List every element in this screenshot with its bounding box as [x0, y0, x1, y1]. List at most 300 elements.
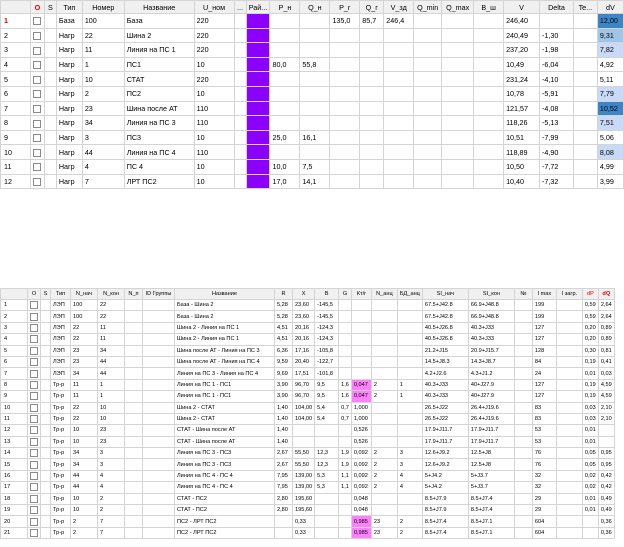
table-cell[interactable]	[514, 470, 532, 481]
table-cell[interactable]: -5,13	[540, 116, 574, 131]
checkbox[interactable]	[30, 472, 38, 480]
state-cell[interactable]	[41, 322, 51, 333]
table-cell[interactable]: 0,7	[339, 413, 352, 424]
table-cell[interactable]: 5,3	[315, 470, 339, 481]
table-cell[interactable]	[143, 459, 175, 470]
table-cell[interactable]	[474, 72, 504, 87]
table-row[interactable]	[1, 334, 615, 345]
table-cell[interactable]: 8.5+J7.1	[468, 516, 514, 527]
row-number[interactable]: 3	[1, 43, 31, 58]
table-cell[interactable]: ЛЭП	[51, 368, 71, 379]
table-cell[interactable]: СТАТ - ПС2	[175, 505, 275, 516]
checkbox[interactable]	[30, 449, 38, 457]
table-cell[interactable]	[384, 43, 414, 58]
table-row[interactable]	[1, 14, 624, 29]
table-cell[interactable]: 44	[71, 482, 98, 493]
table-cell[interactable]: Тр-р	[51, 413, 71, 424]
table-cell[interactable]	[556, 334, 582, 345]
table-cell[interactable]	[414, 86, 442, 101]
state-cell[interactable]	[44, 43, 56, 58]
table-cell[interactable]	[270, 43, 300, 58]
table-cell[interactable]: Линия на ПС 1 - ПС1	[175, 379, 275, 390]
table-cell[interactable]: База - Шина 2	[175, 311, 275, 322]
table-cell[interactable]: ПС1	[124, 57, 194, 72]
table-cell[interactable]	[598, 436, 614, 447]
checkbox[interactable]	[30, 370, 38, 378]
table-cell[interactable]: 7	[98, 527, 125, 538]
table-cell[interactable]: Тр-р	[51, 402, 71, 413]
row-number[interactable]: 4	[1, 334, 28, 345]
table-cell[interactable]: 22	[71, 413, 98, 424]
row-number[interactable]: 7	[1, 368, 28, 379]
table-cell[interactable]: 22	[98, 300, 125, 311]
table-cell[interactable]: Линия на ПС 4 - ПС 4	[175, 470, 275, 481]
dv-cell[interactable]: 3,99	[597, 174, 623, 189]
table-cell[interactable]: Тр-р	[51, 516, 71, 527]
table-cell[interactable]: 20,40	[293, 356, 315, 367]
table-cell[interactable]: 10	[71, 493, 98, 504]
table-cell[interactable]	[556, 470, 582, 481]
table-cell[interactable]: 0,42	[598, 482, 614, 493]
table-cell[interactable]	[234, 174, 246, 189]
dv-cell[interactable]: 5,11	[597, 72, 623, 87]
table-cell[interactable]: 17.9+J11.7	[468, 436, 514, 447]
table-cell[interactable]: 23,60	[293, 300, 315, 311]
checkbox[interactable]	[33, 120, 41, 128]
row-number[interactable]: 18	[1, 493, 28, 504]
table-cell[interactable]: -7,99	[540, 130, 574, 145]
district-color-cell[interactable]	[246, 145, 270, 160]
table-cell[interactable]	[474, 130, 504, 145]
table-cell[interactable]: 0,985	[351, 516, 371, 527]
off-checkbox-cell[interactable]	[28, 368, 41, 379]
table-cell[interactable]	[514, 482, 532, 493]
table-cell[interactable]	[371, 311, 397, 322]
table-cell[interactable]: ПС2 - ЛРТ ПС2	[175, 527, 275, 538]
table-cell[interactable]: 14.3+J8.7	[468, 356, 514, 367]
district-color-cell[interactable]	[246, 159, 270, 174]
table-cell[interactable]: 231,24	[504, 72, 540, 87]
table-cell[interactable]: -7,32	[540, 174, 574, 189]
table-cell[interactable]: 10	[194, 159, 234, 174]
table-cell[interactable]: СТАТ - ПС2	[175, 493, 275, 504]
table-cell[interactable]	[397, 311, 422, 322]
table-cell[interactable]: 0,047	[351, 391, 371, 402]
table-cell[interactable]: Линия на ПС 1 - ПС1	[175, 391, 275, 402]
table-cell[interactable]	[414, 28, 442, 43]
table-cell[interactable]	[474, 174, 504, 189]
table-cell[interactable]: 26.4+J19.6	[468, 413, 514, 424]
checkbox[interactable]	[30, 438, 38, 446]
table-row[interactable]	[1, 505, 615, 516]
checkbox[interactable]	[30, 404, 38, 412]
table-cell[interactable]: 12.5+J8	[468, 459, 514, 470]
table-cell[interactable]	[330, 159, 360, 174]
table-cell[interactable]	[143, 368, 175, 379]
table-row[interactable]	[1, 345, 615, 356]
table-cell[interactable]: 3	[397, 448, 422, 459]
table-cell[interactable]: 604	[532, 527, 556, 538]
table-cell[interactable]: Шина 2 - Линия на ПС 1	[175, 322, 275, 333]
state-cell[interactable]	[41, 368, 51, 379]
table-cell[interactable]: 1,1	[339, 482, 352, 493]
table-cell[interactable]	[315, 493, 339, 504]
table-cell[interactable]	[371, 334, 397, 345]
table-cell[interactable]: 8.5+J7.4	[468, 493, 514, 504]
table-cell[interactable]: 40+J27.9	[468, 379, 514, 390]
table-cell[interactable]: 0,526	[351, 436, 371, 447]
table-cell[interactable]	[556, 402, 582, 413]
table-cell[interactable]: 135,0	[330, 14, 360, 29]
table-row[interactable]	[1, 356, 615, 367]
table-cell[interactable]: 0,89	[598, 334, 614, 345]
table-cell[interactable]: 20,16	[293, 334, 315, 345]
table-cell[interactable]: 110	[194, 116, 234, 131]
table-cell[interactable]	[330, 130, 360, 145]
table-cell[interactable]: Нагр	[56, 28, 82, 43]
table-cell[interactable]: 199	[532, 311, 556, 322]
table-row[interactable]	[1, 86, 624, 101]
table-cell[interactable]	[573, 159, 597, 174]
table-cell[interactable]	[234, 116, 246, 131]
table-cell[interactable]	[371, 436, 397, 447]
table-row[interactable]	[1, 116, 624, 131]
table-cell[interactable]	[339, 300, 352, 311]
table-cell[interactable]	[384, 101, 414, 116]
table-cell[interactable]: 1,6	[339, 379, 352, 390]
table-cell[interactable]	[234, 159, 246, 174]
table-cell[interactable]	[143, 379, 175, 390]
table-cell[interactable]: ЛЭП	[51, 345, 71, 356]
off-checkbox-cell[interactable]	[28, 527, 41, 538]
table-cell[interactable]: 4,59	[598, 391, 614, 402]
table-cell[interactable]	[351, 311, 371, 322]
table-cell[interactable]	[360, 57, 384, 72]
table-cell[interactable]: 0,092	[351, 448, 371, 459]
table-cell[interactable]	[125, 482, 143, 493]
row-number[interactable]: 12	[1, 425, 28, 436]
row-number[interactable]: 3	[1, 322, 28, 333]
table-cell[interactable]	[143, 311, 175, 322]
table-cell[interactable]	[293, 425, 315, 436]
table-cell[interactable]: 10,78	[504, 86, 540, 101]
table-cell[interactable]: 5,28	[275, 300, 293, 311]
table-cell[interactable]: 220	[194, 43, 234, 58]
table-cell[interactable]: Линия на ПС 3	[124, 116, 194, 131]
table-cell[interactable]: 0,03	[582, 402, 598, 413]
col-header-bd-anc[interactable]: БД_анц	[397, 289, 422, 300]
table-cell[interactable]: 17,16	[293, 345, 315, 356]
checkbox[interactable]	[30, 301, 38, 309]
table-cell[interactable]: 40.3+J33	[422, 379, 468, 390]
table-cell[interactable]	[125, 436, 143, 447]
state-cell[interactable]	[44, 72, 56, 87]
table-cell[interactable]: 100	[71, 311, 98, 322]
row-number[interactable]: 8	[1, 116, 31, 131]
col-header-dp[interactable]: dP	[582, 289, 598, 300]
col-header-u-nom[interactable]: U_ном	[194, 1, 234, 14]
table-cell[interactable]	[371, 345, 397, 356]
table-cell[interactable]	[573, 72, 597, 87]
row-number[interactable]: 17	[1, 482, 28, 493]
table-cell[interactable]: 0,05	[582, 459, 598, 470]
table-cell[interactable]	[125, 379, 143, 390]
table-cell[interactable]: Тр-р	[51, 482, 71, 493]
table-cell[interactable]	[556, 493, 582, 504]
table-cell[interactable]: 23	[71, 345, 98, 356]
table-cell[interactable]: 8.5+J7.9	[422, 505, 468, 516]
table-cell[interactable]	[339, 368, 352, 379]
table-cell[interactable]: Шина после АТ	[124, 101, 194, 116]
table-cell[interactable]	[360, 72, 384, 87]
col-header-number[interactable]: Номер	[82, 1, 124, 14]
table-cell[interactable]: 76	[532, 448, 556, 459]
table-cell[interactable]: 1,000	[351, 413, 371, 424]
table-cell[interactable]: 0,01	[582, 493, 598, 504]
row-number[interactable]: 16	[1, 470, 28, 481]
table-cell[interactable]	[234, 145, 246, 160]
table-cell[interactable]	[573, 101, 597, 116]
table-cell[interactable]	[397, 300, 422, 311]
table-cell[interactable]: 2	[371, 379, 397, 390]
table-cell[interactable]: 1,40	[275, 413, 293, 424]
table-cell[interactable]	[143, 345, 175, 356]
checkbox[interactable]	[33, 163, 41, 171]
table-cell[interactable]: 10	[71, 436, 98, 447]
col-header-te[interactable]: Te...	[573, 1, 597, 14]
table-cell[interactable]: 4,59	[598, 379, 614, 390]
table-cell[interactable]: 1,9	[339, 448, 352, 459]
table-cell[interactable]: 0,89	[598, 322, 614, 333]
table-cell[interactable]	[414, 43, 442, 58]
table-cell[interactable]	[514, 356, 532, 367]
table-cell[interactable]: 0,092	[351, 482, 371, 493]
table-row[interactable]	[1, 101, 624, 116]
table-cell[interactable]: 21.2+J15	[422, 345, 468, 356]
table-cell[interactable]	[514, 448, 532, 459]
col-header-o[interactable]: O	[30, 1, 44, 14]
table-cell[interactable]: 0,59	[582, 300, 598, 311]
table-cell[interactable]: ЛЭП	[51, 356, 71, 367]
table-cell[interactable]: 34	[71, 368, 98, 379]
table-cell[interactable]	[371, 425, 397, 436]
table-cell[interactable]: 127	[532, 334, 556, 345]
table-cell[interactable]	[300, 72, 330, 87]
checkbox[interactable]	[30, 392, 38, 400]
col-header-dq[interactable]: dQ	[598, 289, 614, 300]
table-cell[interactable]	[339, 356, 352, 367]
table-cell[interactable]	[360, 145, 384, 160]
checkbox[interactable]	[33, 32, 41, 40]
table-cell[interactable]: 104,00	[293, 413, 315, 424]
table-cell[interactable]: Нагр	[56, 72, 82, 87]
table-cell[interactable]	[514, 311, 532, 322]
table-cell[interactable]	[360, 28, 384, 43]
table-cell[interactable]: 0,01	[582, 436, 598, 447]
table-cell[interactable]: 40+J27.9	[468, 391, 514, 402]
table-cell[interactable]: 9,69	[275, 368, 293, 379]
table-cell[interactable]: 5,28	[275, 311, 293, 322]
district-color-cell[interactable]	[246, 43, 270, 58]
state-cell[interactable]	[41, 345, 51, 356]
table-cell[interactable]	[339, 345, 352, 356]
table-cell[interactable]: 25,0	[270, 130, 300, 145]
table-cell[interactable]	[514, 505, 532, 516]
table-cell[interactable]: 67.5+J42.8	[422, 300, 468, 311]
table-cell[interactable]	[442, 28, 474, 43]
table-cell[interactable]: 195,60	[293, 505, 315, 516]
table-cell[interactable]: 1	[98, 391, 125, 402]
table-cell[interactable]: 128	[532, 345, 556, 356]
table-cell[interactable]	[360, 159, 384, 174]
table-row[interactable]	[1, 130, 624, 145]
table-cell[interactable]: 40.3+J33	[468, 334, 514, 345]
table-cell[interactable]	[125, 470, 143, 481]
off-checkbox-cell[interactable]	[28, 345, 41, 356]
col-header-i-load[interactable]: I загр.	[556, 289, 582, 300]
table-row[interactable]	[1, 482, 615, 493]
table-cell[interactable]: 1,40	[275, 402, 293, 413]
table-cell[interactable]	[234, 86, 246, 101]
table-cell[interactable]: 2	[371, 391, 397, 402]
table-cell[interactable]: 11	[82, 43, 124, 58]
table-cell[interactable]: 10	[71, 425, 98, 436]
col-header[interactable]	[1, 1, 31, 14]
table-cell[interactable]	[371, 493, 397, 504]
table-cell[interactable]: Шина 2 - Линия на ПС 1	[175, 334, 275, 345]
table-cell[interactable]	[315, 527, 339, 538]
table-cell[interactable]	[514, 527, 532, 538]
table-cell[interactable]	[514, 334, 532, 345]
table-cell[interactable]: 66.9+J48.8	[468, 311, 514, 322]
table-row[interactable]	[1, 436, 615, 447]
table-cell[interactable]: 40.5+J26.8	[422, 322, 468, 333]
table-cell[interactable]: -145,5	[315, 300, 339, 311]
table-cell[interactable]: 10	[82, 72, 124, 87]
table-cell[interactable]: 84	[532, 356, 556, 367]
table-cell[interactable]: 53	[532, 436, 556, 447]
table-cell[interactable]: 10,0	[270, 159, 300, 174]
table-cell[interactable]: 55,8	[300, 57, 330, 72]
table-cell[interactable]: 118,89	[504, 145, 540, 160]
table-cell[interactable]: 10,49	[504, 57, 540, 72]
table-cell[interactable]: Линия на ПС 4 - ПС 4	[175, 482, 275, 493]
table-cell[interactable]: -4,10	[540, 72, 574, 87]
table-cell[interactable]: ПС2	[124, 86, 194, 101]
table-cell[interactable]: 0,01	[582, 425, 598, 436]
checkbox[interactable]	[30, 461, 38, 469]
table-cell[interactable]: 2	[98, 493, 125, 504]
table-cell[interactable]: Тр-р	[51, 527, 71, 538]
table-cell[interactable]	[556, 436, 582, 447]
state-cell[interactable]	[41, 436, 51, 447]
table-cell[interactable]: База - Шина 2	[175, 300, 275, 311]
table-cell[interactable]: 0,7	[339, 402, 352, 413]
table-cell[interactable]: 0,01	[582, 368, 598, 379]
state-cell[interactable]	[41, 482, 51, 493]
table-row[interactable]	[1, 145, 624, 160]
table-cell[interactable]: Шина 2 - СТАТ	[175, 413, 275, 424]
table-cell[interactable]: База	[124, 14, 194, 29]
table-cell[interactable]	[315, 436, 339, 447]
table-cell[interactable]: 53	[532, 425, 556, 436]
table-cell[interactable]: 23	[371, 516, 397, 527]
table-cell[interactable]: 34	[98, 345, 125, 356]
state-cell[interactable]	[41, 334, 51, 345]
table-cell[interactable]: -145,5	[315, 311, 339, 322]
row-number[interactable]: 14	[1, 448, 28, 459]
table-cell[interactable]	[371, 402, 397, 413]
col-header-b-sh[interactable]: B_ш	[474, 1, 504, 14]
table-cell[interactable]	[442, 57, 474, 72]
table-cell[interactable]	[270, 72, 300, 87]
off-checkbox-cell[interactable]	[28, 334, 41, 345]
table-cell[interactable]	[371, 300, 397, 311]
table-cell[interactable]: 127	[532, 379, 556, 390]
table-cell[interactable]	[125, 334, 143, 345]
checkbox[interactable]	[33, 134, 41, 142]
col-header-g[interactable]: G	[339, 289, 352, 300]
table-cell[interactable]: -6,04	[540, 57, 574, 72]
table-cell[interactable]	[143, 448, 175, 459]
table-cell[interactable]: Тр-р	[51, 459, 71, 470]
dv-cell[interactable]: 7,79	[597, 86, 623, 101]
table-cell[interactable]: 17,51	[293, 368, 315, 379]
table-row[interactable]	[1, 379, 615, 390]
row-number[interactable]: 1	[1, 300, 28, 311]
checkbox[interactable]	[30, 347, 38, 355]
table-cell[interactable]	[384, 28, 414, 43]
col-header-o[interactable]: O	[28, 289, 41, 300]
table-cell[interactable]	[414, 130, 442, 145]
table-cell[interactable]: 7,95	[275, 482, 293, 493]
row-number[interactable]: 6	[1, 86, 31, 101]
dv-cell[interactable]: 8,08	[597, 145, 623, 160]
col-header-n-p[interactable]: N_п	[125, 289, 143, 300]
table-cell[interactable]	[397, 505, 422, 516]
table-cell[interactable]	[360, 86, 384, 101]
table-cell[interactable]: 127	[532, 391, 556, 402]
table-cell[interactable]: 3,90	[275, 391, 293, 402]
table-cell[interactable]	[330, 86, 360, 101]
col-header-ktr[interactable]: Кт/r	[351, 289, 371, 300]
table-cell[interactable]: ЛЭП	[51, 311, 71, 322]
table-cell[interactable]: 5+J4.2	[422, 482, 468, 493]
table-cell[interactable]: 118,26	[504, 116, 540, 131]
table-cell[interactable]: 3,90	[275, 379, 293, 390]
state-cell[interactable]	[44, 174, 56, 189]
table-cell[interactable]: 0,02	[582, 470, 598, 481]
row-number[interactable]: 5	[1, 345, 28, 356]
state-cell[interactable]	[44, 101, 56, 116]
table-cell[interactable]	[125, 425, 143, 436]
state-cell[interactable]	[41, 493, 51, 504]
table-cell[interactable]	[125, 413, 143, 424]
table-cell[interactable]	[414, 145, 442, 160]
table-cell[interactable]: 8.5+J7.4	[422, 516, 468, 527]
table-cell[interactable]	[143, 436, 175, 447]
col-header-i-max[interactable]: I max	[532, 289, 556, 300]
table-cell[interactable]: 5,4	[315, 413, 339, 424]
table-cell[interactable]: 44	[98, 368, 125, 379]
table-cell[interactable]: 16,1	[300, 130, 330, 145]
table-cell[interactable]	[514, 322, 532, 333]
row-number[interactable]: 20	[1, 516, 28, 527]
col-header-more[interactable]: ...	[234, 1, 246, 14]
table-cell[interactable]: 44	[82, 145, 124, 160]
table-cell[interactable]	[125, 356, 143, 367]
table-cell[interactable]	[371, 368, 397, 379]
